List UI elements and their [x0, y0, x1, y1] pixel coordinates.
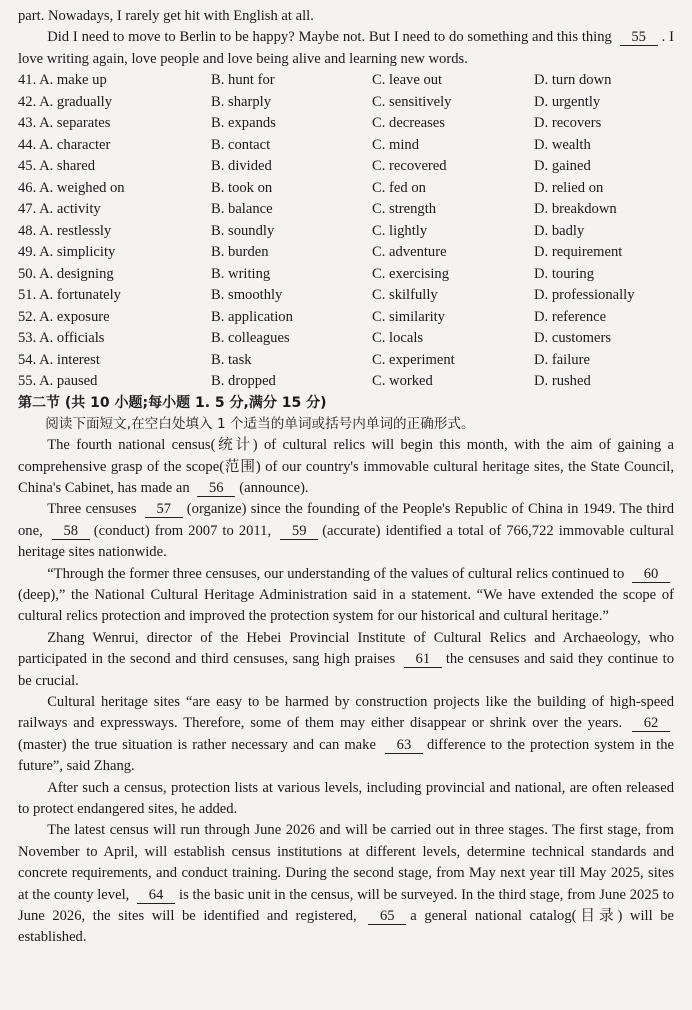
- option-b: B. balance: [211, 201, 273, 218]
- option-a: 45. A. shared: [18, 158, 96, 175]
- option-a: 41. A. make up: [18, 72, 107, 89]
- option-a: 55. A. paused: [18, 373, 98, 390]
- options-table: [18, 70, 674, 393]
- option-a: 51. A. fortunately: [18, 287, 121, 304]
- option-c: C. recovered: [372, 158, 447, 175]
- option-b: B. contact: [211, 136, 271, 153]
- passage-paragraph-3: [18, 564, 674, 628]
- option-c: C. locals: [372, 330, 424, 347]
- option-row: [18, 285, 674, 307]
- passage-text: Zhang Wenrui, director of the Hebei Provincial Institute of Cultural Relics and Archaeology, who participated in the second and third censuses, sang high praises: [18, 629, 674, 668]
- blank-62: 62: [632, 715, 670, 732]
- passage-text: difference to the protection system in the future”, said Zhang.: [18, 736, 674, 775]
- option-row: [18, 264, 674, 286]
- option-row: [18, 350, 674, 372]
- section-instruction: 阅读下面短文,在空白处填入 1 个适当的单词或括号内单词的正确形式。: [45, 415, 475, 432]
- option-d: D. rushed: [534, 373, 591, 390]
- option-b: B. writing: [211, 265, 271, 282]
- option-d: D. breakdown: [534, 201, 617, 218]
- passage-text: (master) the true situation is rather necessary and can make: [18, 736, 376, 753]
- option-a: 53. A. officials: [18, 330, 105, 347]
- option-d: D. professionally: [534, 287, 635, 304]
- passage-paragraph-1: [18, 435, 674, 499]
- option-b: B. expands: [211, 115, 276, 132]
- option-c: C. worked: [372, 373, 433, 390]
- option-b: B. dropped: [211, 373, 276, 390]
- passage-text: is the basic unit in the census, will be surveyed. In the third stage, from June 2025 to June 2026, the sites will be identified and registered,: [18, 886, 674, 925]
- blank-61: 61: [404, 651, 442, 668]
- option-b: B. burden: [211, 244, 269, 261]
- blank-63: 63: [385, 737, 423, 754]
- option-a: 47. A. activity: [18, 201, 101, 218]
- option-b: B. smoothly: [211, 287, 283, 304]
- option-c: C. similarity: [372, 308, 445, 325]
- option-row: [18, 199, 674, 221]
- option-d: D. recovers: [534, 115, 602, 132]
- option-a: 52. A. exposure: [18, 308, 110, 325]
- option-row: [18, 221, 674, 243]
- option-c: C. sensitively: [372, 93, 452, 110]
- option-d: D. failure: [534, 351, 590, 368]
- option-c: C. mind: [372, 136, 420, 153]
- option-row: [18, 307, 674, 329]
- option-c: C. decreases: [372, 115, 445, 132]
- option-c: C. exercising: [372, 265, 450, 282]
- passage-text: (announce).: [239, 479, 309, 496]
- passage-text: (organize) since the founding of the People's Republic of China in 1949. The third one,: [18, 501, 674, 539]
- option-a: 44. A. character: [18, 136, 111, 153]
- option-row: [18, 70, 674, 92]
- option-b: B. colleagues: [211, 330, 290, 347]
- blank-57: 57: [145, 501, 183, 518]
- option-row: [18, 242, 674, 264]
- option-a: 46. A. weighed on: [18, 179, 125, 196]
- option-a: 50. A. designing: [18, 265, 114, 282]
- blank-65: 65: [368, 908, 406, 925]
- option-row: [18, 156, 674, 178]
- passage-text: the censuses and said they continue to be crucial.: [18, 651, 674, 689]
- option-d: D. gained: [534, 158, 591, 175]
- passage-text: Three censuses: [47, 501, 137, 518]
- option-c: C. leave out: [372, 72, 443, 89]
- option-a: 48. A. restlessly: [18, 222, 112, 239]
- option-b: B. sharply: [211, 93, 271, 110]
- blank-55: 55: [620, 29, 658, 46]
- option-b: B. hunt for: [211, 72, 275, 89]
- passage-text: (accurate) identified a total of 766,722 immovable cultural heritage sites nationwide.: [18, 522, 675, 561]
- section-heading: 第二节 (共 10 小题;每小题 1. 5 分,满分 15 分): [18, 394, 327, 411]
- passage-paragraph-7: [18, 820, 674, 948]
- option-row: [18, 328, 674, 350]
- option-row: [18, 178, 674, 200]
- option-c: C. lightly: [372, 222, 428, 239]
- option-d: D. touring: [534, 265, 594, 282]
- passage-text: “Through the former three censuses, our understanding of the values of cultural relics continued to: [47, 565, 625, 582]
- option-row: [18, 135, 674, 157]
- blank-64: 64: [137, 887, 175, 904]
- option-b: B. divided: [211, 158, 272, 175]
- option-row: [18, 92, 674, 114]
- option-row: [18, 113, 674, 135]
- option-d: D. customers: [534, 330, 612, 347]
- option-d: D. relied on: [534, 179, 604, 196]
- blank-58: 58: [52, 523, 90, 540]
- passage-text: a general national catalog(目录) will be established.: [18, 908, 674, 946]
- option-d: D. urgently: [534, 93, 601, 110]
- passage-text: The latest census will run through June 2026 and will be carried out in three stages. The first stage, from November to April, will establish census institutions at different levels, determine technical standards and concrete requirements, and conduct training. During the second stage, from May next year till May 2025, sites at the county level,: [18, 822, 674, 903]
- option-c: C. adventure: [372, 244, 447, 261]
- option-d: D. badly: [534, 222, 585, 239]
- intro-text-b: . I love writing again, love people and love being alive and learning new words.: [18, 29, 674, 67]
- option-c: C. strength: [372, 201, 437, 218]
- option-b: B. took on: [211, 179, 273, 196]
- option-b: B. task: [211, 351, 252, 368]
- intro-paragraph: [18, 27, 674, 70]
- option-b: B. soundly: [211, 222, 275, 239]
- blank-60: 60: [632, 566, 670, 583]
- passage-paragraph-5: [18, 692, 674, 778]
- option-c: C. skilfully: [372, 287, 438, 304]
- option-d: D. wealth: [534, 136, 591, 153]
- passage-paragraph-6: After such a census, protection lists at various levels, including provincial and national, are often released to protect endangered sites, he added.: [18, 779, 674, 818]
- option-c: C. experiment: [372, 351, 455, 368]
- option-a: 43. A. separates: [18, 115, 111, 132]
- intro-text-a: Did I need to move to Berlin to be happy? Maybe not. But I need to do something and this thing: [47, 29, 612, 46]
- intro-line: part. Nowadays, I rarely get hit with English at all.: [18, 8, 314, 24]
- passage-paragraph-2: [18, 499, 674, 563]
- option-b: B. application: [211, 308, 293, 325]
- passage-text: (deep),” the National Cultural Heritage Administration said in a statement. “We have extended the scope of cultural relics protection and improved the protection system for our historical and cultural heritage.”: [18, 586, 674, 625]
- passage-paragraph-4: [18, 628, 674, 692]
- option-a: 42. A. gradually: [18, 93, 113, 110]
- passage-text: The fourth national census(统计) of cultural relics will begin this month, with the aim of gaining a comprehensive grasp of the scope(范围) of our country's immovable cultural heritage sites, the State Council, China's Cabinet, has made an: [18, 437, 674, 496]
- option-c: C. fed on: [372, 179, 426, 196]
- option-a: 54. A. interest: [18, 351, 100, 368]
- option-a: 49. A. simplicity: [18, 244, 116, 261]
- option-d: D. requirement: [534, 244, 623, 261]
- option-d: D. reference: [534, 308, 607, 325]
- passage-text: (conduct) from 2007 to 2011,: [93, 522, 272, 539]
- option-row: [18, 371, 674, 393]
- option-d: D. turn down: [534, 72, 612, 89]
- passage-text: Cultural heritage sites “are easy to be harmed by construction projects like the building of high-speed railways and expressways. Therefore, some of them may either disappear or shrink over the years.: [18, 694, 674, 732]
- blank-59: 59: [280, 523, 318, 540]
- blank-56: 56: [197, 480, 235, 497]
